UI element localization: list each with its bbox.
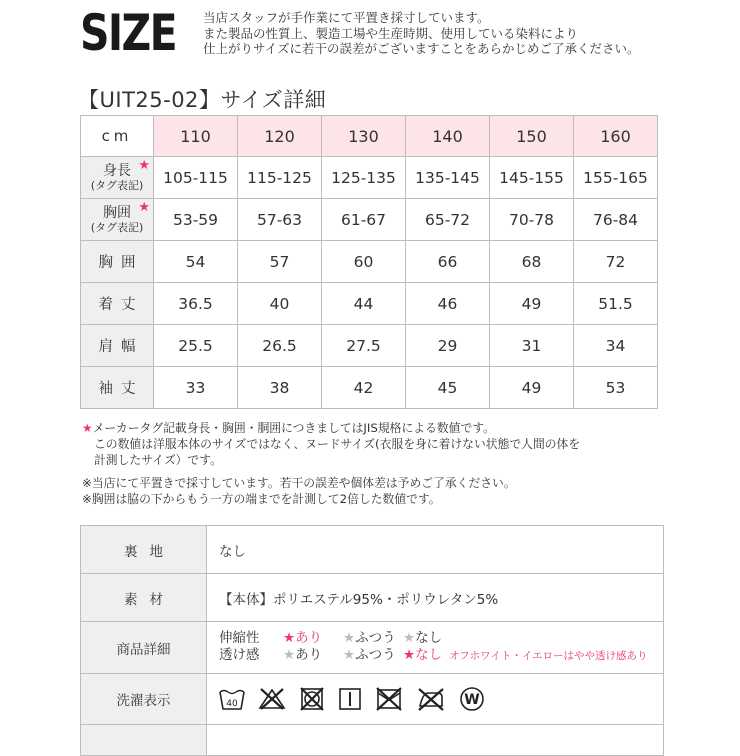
table-cell: 44 [322,283,406,325]
sheer-option-normal-text: ふつう [355,647,396,663]
table-cell: 36.5 [154,283,238,325]
sheer-label: 透け感 [219,647,260,663]
table-cell: 155-165 [574,157,658,199]
table-cell: 68 [490,241,574,283]
row-header-shoulder [81,325,154,367]
washing-value [207,674,664,725]
table-cell: 60 [322,241,406,283]
note-line [82,436,580,452]
table-cell: 45 [406,367,490,409]
table-cell: 33 [154,367,238,409]
row-header-label: 着丈 [98,297,144,313]
note-line [82,420,580,436]
table-cell: 125-135 [322,157,406,199]
intro-line: 仕上がりサイズに若干の誤差がございますことをあらかじめご了承ください。 [203,41,640,56]
size-header-cell: 130 [322,116,406,157]
table-cell: 65-72 [406,199,490,241]
row-header-sub: (タグ表記) [90,221,144,234]
note-text: 計測したサイズ）です。 [94,453,222,467]
table-cell: 49 [490,283,574,325]
row-header-label: 袖丈 [98,381,144,397]
row-header-sub: (タグ表記) [90,179,144,192]
table-cell: 34 [574,325,658,367]
size-header-row [81,116,658,157]
table-cell: 26.5 [238,325,322,367]
lining-value: なし [207,526,664,574]
material-value: 【本体】ポリエステル95%・ポリウレタン5% [207,574,664,622]
size-header-cell: 150 [490,116,574,157]
stretch-option-normal: ★ふつう [343,630,396,646]
product-info-table [80,525,664,756]
note-text: メーカータグ記載身長・胸囲・胴囲につきましてはJIS規格による数値です。 [92,421,495,435]
table-cell: 31 [490,325,574,367]
row-header-label: 肩幅 [98,339,144,355]
table-cell: 105-115 [154,157,238,199]
stretch-option-no-text: なし [415,630,443,646]
stretch-option-no: ★なし [403,630,443,646]
sheer-note: オフホワイト・イエローはやや透け感あり [449,650,648,662]
table-row [81,157,658,199]
empty-value [207,725,664,756]
table-cell: 53-59 [154,199,238,241]
table-cell: 49 [490,367,574,409]
table-row [81,325,658,367]
note-line [82,491,580,507]
table-row [81,241,658,283]
no-bleach-icon [258,687,286,711]
details-value [207,622,664,674]
details-label: 商品詳細 [81,622,207,674]
note-text: この数値は洋服本体のサイズではなく、ヌードサイズ(衣服を身に着けない状態で人間の体を [94,437,581,451]
star-icon: ★ [138,158,150,173]
row-header-chest-tag [81,199,154,241]
note-line [82,452,580,468]
no-dry-clean-icon [375,687,403,711]
table-cell: 115-125 [238,157,322,199]
table-row [81,674,664,725]
stretch-label: 伸縮性 [219,630,260,646]
table-cell: 54 [154,241,238,283]
size-table [80,115,658,409]
intro-text [203,10,640,57]
table-cell: 27.5 [322,325,406,367]
note-text: ※当店にて平置きで採寸しています。若干の誤差や個体差は予めご了承ください。 [82,476,516,490]
page-title: 【UIT25-02】サイズ詳細 [78,88,327,112]
wash-40-icon [219,687,245,711]
line-dry-icon [338,687,362,711]
table-row [81,622,664,674]
table-cell: 51.5 [574,283,658,325]
table-cell: 25.5 [154,325,238,367]
no-iron-icon [416,687,446,711]
table-cell: 66 [406,241,490,283]
unit-cell: cm [81,116,154,157]
table-cell: 57-63 [238,199,322,241]
washing-icons [219,686,663,712]
table-cell: 46 [406,283,490,325]
table-cell: 72 [574,241,658,283]
sheer-option-normal: ★ふつう [343,647,396,663]
row-header-height-tag [81,157,154,199]
table-cell: 38 [238,367,322,409]
size-header-cell: 110 [154,116,238,157]
table-row [81,283,658,325]
table-cell: 57 [238,241,322,283]
stretch-option-yes: ★あり [283,630,323,646]
table-row [81,199,658,241]
table-cell: 40 [238,283,322,325]
row-header-label: 胸囲 [98,255,144,271]
intro-line: また製品の性質上、製造工場や生産時期、使用している染料により [203,25,579,41]
table-cell: 61-67 [322,199,406,241]
sheer-option-yes: ★あり [283,647,323,663]
size-header-cell: 140 [406,116,490,157]
no-tumble-dry-icon [299,687,325,711]
table-cell: 53 [574,367,658,409]
stretch-option-normal-text: ふつう [355,630,396,646]
wet-clean-letter: W [464,692,480,708]
empty-label [81,725,207,756]
intro-line: 当店スタッフが手作業にて平置き採寸しています。 [203,10,490,25]
size-header-cell: 120 [238,116,322,157]
wet-clean-icon [459,686,485,712]
note-line [82,475,580,491]
table-row [81,574,664,622]
wash-temp-label: 40 [226,699,238,709]
table-cell: 29 [406,325,490,367]
lining-label: 裏地 [81,526,207,574]
star-icon: ★ [138,200,150,215]
row-header-sleeve [81,367,154,409]
table-row [81,367,658,409]
row-header-length [81,283,154,325]
table-cell: 145-155 [490,157,574,199]
stretch-line [219,630,663,647]
table-row [81,526,664,574]
table-cell: 135-145 [406,157,490,199]
size-header-cell: 160 [574,116,658,157]
table-cell: 42 [322,367,406,409]
table-cell: 70-78 [490,199,574,241]
washing-label: 洗濯表示 [81,674,207,725]
sheer-option-no: ★なし [403,647,443,663]
table-cell: 76-84 [574,199,658,241]
row-header-chest [81,241,154,283]
note-text: ※胸囲は脇の下からもう一方の端までを計測して2倍した数値です。 [82,492,441,506]
row-header-label: 身長 [103,163,131,179]
row-header-label: 胸囲 [103,205,131,221]
sheer-option-yes-text: あり [295,647,323,663]
size-logo: SIZE [80,4,176,62]
material-label: 素材 [81,574,207,622]
table-row [81,725,664,756]
star-icon: ★ [82,421,93,435]
sheer-line [219,647,663,665]
size-notes [82,420,580,507]
